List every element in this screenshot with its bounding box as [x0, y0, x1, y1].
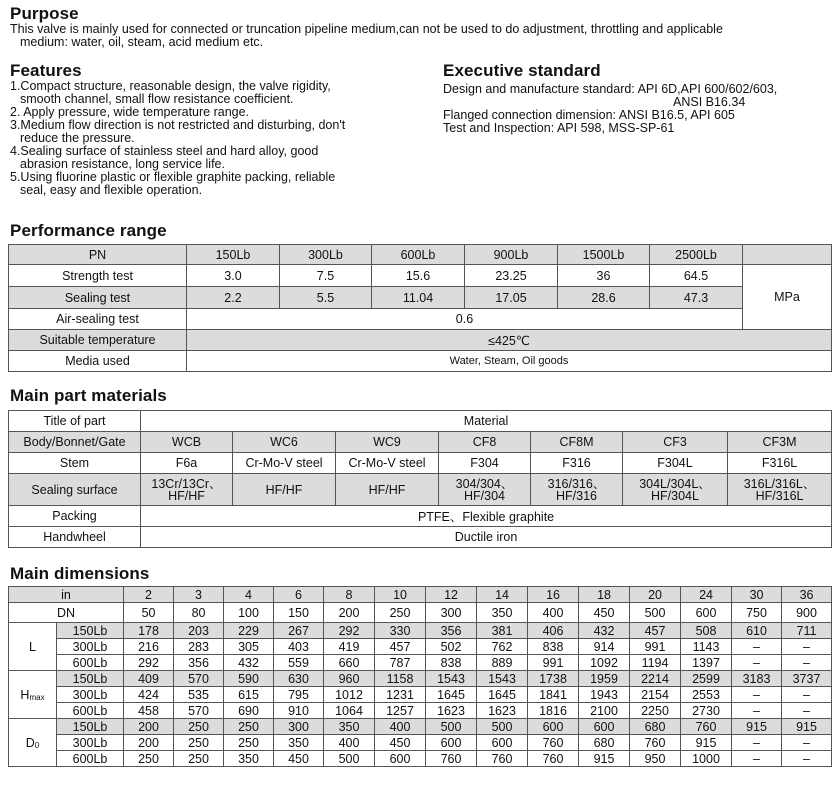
dim-value: 1397	[681, 655, 732, 671]
dim-value: 660	[324, 655, 375, 671]
dim-value: 1738	[528, 671, 579, 687]
feature-line: reduce the pressure.	[20, 131, 135, 145]
dim-value: 1645	[477, 687, 528, 703]
perf-class: 1500Lb	[558, 245, 650, 265]
dim-value: 760	[528, 735, 579, 751]
dim-value: 960	[324, 671, 375, 687]
mat-row-label: Stem	[9, 453, 141, 474]
dim-value: 1158	[375, 671, 426, 687]
dim-class: 600Lb	[57, 703, 124, 719]
mat-value: F316L	[728, 453, 832, 474]
dim-value: 762	[477, 639, 528, 655]
perf-pn-label: PN	[9, 245, 187, 265]
dim-value: 400	[324, 735, 375, 751]
standard-line: Test and Inspection: API 598, MSS-SP-61	[443, 121, 675, 135]
dim-value: –	[732, 687, 782, 703]
mat-value: Cr-Mo-V steel	[336, 453, 439, 474]
dim-value: 3183	[732, 671, 782, 687]
dim-data-row	[9, 623, 832, 639]
purpose-line: medium: water, oil, steam, acid medium etc.	[20, 35, 264, 49]
dim-value: 200	[124, 719, 174, 735]
dim-value: 1012	[324, 687, 375, 703]
dimensions-heading: Main dimensions	[10, 564, 150, 583]
dim-value: 2250	[630, 703, 681, 719]
dim-dn: 80	[174, 603, 224, 623]
dim-in: 30	[732, 587, 782, 603]
dim-value: 356	[426, 623, 477, 639]
perf-value: 23.25	[465, 265, 558, 287]
dim-value: –	[732, 703, 782, 719]
dim-value: 450	[375, 735, 426, 751]
dim-value: 1623	[426, 703, 477, 719]
dim-value: 950	[630, 751, 681, 767]
mat-value: F304	[439, 453, 531, 474]
dim-dn: 100	[224, 603, 274, 623]
dimensions-body	[9, 587, 832, 767]
mat-seal-value	[336, 474, 439, 506]
mat-seal-value	[531, 474, 623, 506]
perf-value: 7.5	[280, 265, 372, 287]
dim-dn: 500	[630, 603, 681, 623]
perf-class: 150Lb	[187, 245, 280, 265]
purpose-line: This valve is mainly used for connected or truncation pipeline medium,can not be used to do adjustment, throttling and applicable	[10, 22, 723, 36]
dim-value: 680	[579, 735, 630, 751]
mat-value: F304L	[623, 453, 728, 474]
mat-handwheel-value: Ductile iron	[141, 527, 832, 548]
dim-value: 200	[124, 735, 174, 751]
dim-in: 4	[224, 587, 274, 603]
features-heading: Features	[10, 61, 82, 80]
dim-class: 150Lb	[57, 623, 124, 639]
dim-value: 600	[426, 735, 477, 751]
dim-value: 600	[579, 719, 630, 735]
feature-line: seal, easy and flexible operation.	[20, 183, 203, 197]
dim-value: 838	[426, 655, 477, 671]
purpose-heading: Purpose	[10, 4, 79, 23]
dim-value: 610	[732, 623, 782, 639]
mat-seal-line: 304L/304L、	[639, 476, 711, 491]
dim-value: 406	[528, 623, 579, 639]
dim-group-symbol: D	[25, 735, 35, 750]
dim-value: 500	[426, 719, 477, 735]
mat-seal-line: HF/HF	[368, 482, 406, 497]
dim-value: –	[732, 751, 782, 767]
mat-seal-line: HF/304L	[651, 488, 699, 503]
dim-value: 1645	[426, 687, 477, 703]
dim-dn: 200	[324, 603, 375, 623]
mat-seal-value	[141, 474, 233, 506]
dim-value: 292	[324, 623, 375, 639]
mat-packing-row	[9, 506, 832, 527]
mat-seal-row	[9, 474, 832, 506]
mat-row-label: Handwheel	[9, 527, 141, 548]
feature-line: abrasion resistance, long service life.	[20, 157, 225, 171]
dim-value: 1231	[375, 687, 426, 703]
dim-value: 1623	[477, 703, 528, 719]
dim-value: 760	[477, 751, 528, 767]
perf-class: 600Lb	[372, 245, 465, 265]
dim-in-row	[9, 587, 832, 603]
dim-value: 570	[174, 703, 224, 719]
performance-heading: Performance range	[10, 221, 167, 240]
dim-data-row	[9, 735, 832, 751]
dim-value: –	[782, 655, 832, 671]
dim-in: 3	[174, 587, 224, 603]
feature-line: 3.Medium flow direction is not restricted and disturbing, don't	[10, 118, 346, 132]
dim-value: 630	[274, 671, 324, 687]
mat-row-label: Packing	[9, 506, 141, 527]
perf-value: 64.5	[650, 265, 743, 287]
mat-seal-value	[439, 474, 531, 506]
dim-value: 1064	[324, 703, 375, 719]
dim-data-row	[9, 719, 832, 735]
dim-value: 2100	[579, 703, 630, 719]
mat-body-row	[9, 432, 832, 453]
mat-value: CF3M	[728, 432, 832, 453]
dim-value: 500	[324, 751, 375, 767]
dim-value: 1194	[630, 655, 681, 671]
perf-class: 300Lb	[280, 245, 372, 265]
dim-value: –	[782, 751, 832, 767]
dim-value: 1841	[528, 687, 579, 703]
dim-in: 24	[681, 587, 732, 603]
dim-in: 6	[274, 587, 324, 603]
dim-value: 535	[174, 687, 224, 703]
dim-dn: 350	[477, 603, 528, 623]
dim-value: 300	[274, 719, 324, 735]
mat-seal-line: HF/HF	[265, 482, 303, 497]
mat-seal-value	[728, 474, 832, 506]
dim-value: 267	[274, 623, 324, 639]
perf-media-row	[9, 351, 832, 372]
mat-value: F6a	[141, 453, 233, 474]
dim-value: –	[782, 639, 832, 655]
materials-heading: Main part materials	[10, 386, 167, 405]
perf-air-row	[9, 309, 832, 330]
dim-value: 458	[124, 703, 174, 719]
dim-value: 1092	[579, 655, 630, 671]
dim-value: 457	[630, 623, 681, 639]
mat-row-label: Sealing surface	[9, 474, 141, 506]
perf-class: 900Lb	[465, 245, 558, 265]
dim-value: 432	[224, 655, 274, 671]
mat-title-label: Title of part	[9, 411, 141, 432]
perf-value: 5.5	[280, 287, 372, 309]
dim-class: 600Lb	[57, 751, 124, 767]
dim-value: 3737	[782, 671, 832, 687]
dim-dn: 750	[732, 603, 782, 623]
dim-dn: 600	[681, 603, 732, 623]
perf-strength-row	[9, 265, 832, 287]
dim-value: 305	[224, 639, 274, 655]
dim-value: 419	[324, 639, 375, 655]
dim-value: 915	[681, 735, 732, 751]
dim-value: 991	[528, 655, 579, 671]
dim-value: 590	[224, 671, 274, 687]
dim-dn: 400	[528, 603, 579, 623]
dim-group-label	[9, 623, 57, 671]
dim-value: –	[782, 703, 832, 719]
mat-handwheel-row	[9, 527, 832, 548]
feature-line: 2. Apply pressure, wide temperature range.	[10, 105, 250, 119]
dim-group-subscript: 0	[34, 740, 40, 750]
perf-row-label: Suitable temperature	[9, 330, 187, 351]
dim-class: 300Lb	[57, 639, 124, 655]
feature-line: smooth channel, small flow resistance coefficient.	[20, 92, 294, 106]
dim-value: 680	[630, 719, 681, 735]
perf-value: 3.0	[187, 265, 280, 287]
dim-group-label	[9, 671, 57, 719]
mat-value: CF8	[439, 432, 531, 453]
mat-packing-value: PTFE、Flexible graphite	[141, 506, 832, 527]
feature-line: 5.Using fluorine plastic or flexible graphite packing, reliable	[10, 170, 336, 184]
dim-value: 690	[224, 703, 274, 719]
dim-value: 400	[375, 719, 426, 735]
dim-data-row	[9, 751, 832, 767]
perf-value: 28.6	[558, 287, 650, 309]
dim-value: 1143	[681, 639, 732, 655]
dim-value: 457	[375, 639, 426, 655]
dim-in: 16	[528, 587, 579, 603]
dim-value: 760	[426, 751, 477, 767]
purpose-text	[10, 23, 723, 49]
dim-value: 424	[124, 687, 174, 703]
dim-value: 330	[375, 623, 426, 639]
performance-table	[8, 244, 832, 372]
dim-dn: 450	[579, 603, 630, 623]
dim-data-row	[9, 639, 832, 655]
mat-value: WCB	[141, 432, 233, 453]
dim-class: 600Lb	[57, 655, 124, 671]
dim-value: 915	[782, 719, 832, 735]
dim-in: 14	[477, 587, 528, 603]
perf-row-label: Sealing test	[9, 287, 187, 309]
dim-in: 10	[375, 587, 426, 603]
dim-value: 250	[124, 751, 174, 767]
dim-value: 2599	[681, 671, 732, 687]
perf-value: 2.2	[187, 287, 280, 309]
dim-value: 600	[528, 719, 579, 735]
dim-value: 350	[274, 735, 324, 751]
dim-value: 178	[124, 623, 174, 639]
perf-value: 17.05	[465, 287, 558, 309]
dim-value: 600	[477, 735, 528, 751]
dim-value: 2154	[630, 687, 681, 703]
perf-value: 36	[558, 265, 650, 287]
perf-class: 2500Lb	[650, 245, 743, 265]
dim-value: 403	[274, 639, 324, 655]
standard-heading: Executive standard	[443, 61, 601, 80]
dim-value: 250	[224, 735, 274, 751]
dim-value: 508	[681, 623, 732, 639]
dim-value: 600	[375, 751, 426, 767]
mat-value: Cr-Mo-V steel	[233, 453, 336, 474]
dim-dn: 50	[124, 603, 174, 623]
dim-in: 2	[124, 587, 174, 603]
dimensions-table	[8, 586, 832, 767]
perf-pn-row	[9, 245, 832, 265]
dim-dn-label: DN	[9, 603, 124, 623]
dim-value: 787	[375, 655, 426, 671]
perf-value: 47.3	[650, 287, 743, 309]
perf-row-label: Air-sealing test	[9, 309, 187, 330]
dim-value: 889	[477, 655, 528, 671]
dim-value: –	[782, 687, 832, 703]
mat-value: F316	[531, 453, 623, 474]
dim-class: 300Lb	[57, 735, 124, 751]
dim-value: 760	[681, 719, 732, 735]
standard-line: ANSI B16.34	[673, 95, 746, 109]
dim-data-row	[9, 687, 832, 703]
standard-line: Design and manufacture standard: API 6D,API 600/602/603,	[443, 82, 778, 96]
dim-in: 12	[426, 587, 477, 603]
dim-value: 711	[782, 623, 832, 639]
dim-data-row	[9, 671, 832, 687]
perf-value: 11.04	[372, 287, 465, 309]
dim-in: 36	[782, 587, 832, 603]
dim-group-subscript: max	[29, 692, 45, 702]
dim-value: 1543	[426, 671, 477, 687]
dim-in: 8	[324, 587, 375, 603]
dim-value: 250	[224, 719, 274, 735]
dim-value: 409	[124, 671, 174, 687]
dim-value: 350	[324, 719, 375, 735]
dim-in-label: in	[9, 587, 124, 603]
mat-seal-line: HF/316	[556, 488, 597, 503]
dim-value: 229	[224, 623, 274, 639]
standard-line: Flanged connection dimension: ANSI B16.5, API 605	[443, 108, 735, 122]
dim-value: –	[732, 639, 782, 655]
dim-value: 559	[274, 655, 324, 671]
mat-value: WC6	[233, 432, 336, 453]
dim-value: 2730	[681, 703, 732, 719]
perf-temp-value: ≤425℃	[187, 330, 832, 351]
perf-corner	[743, 245, 832, 265]
mat-row-label: Body/Bonnet/Gate	[9, 432, 141, 453]
dim-value: 2553	[681, 687, 732, 703]
dim-value: –	[782, 735, 832, 751]
dim-group-symbol: L	[29, 639, 36, 654]
mat-seal-line: 13Cr/13Cr、	[151, 476, 222, 491]
dim-data-row	[9, 703, 832, 719]
dim-value: 356	[174, 655, 224, 671]
dim-dn: 300	[426, 603, 477, 623]
dim-value: 502	[426, 639, 477, 655]
dim-value: 450	[274, 751, 324, 767]
perf-temp-row	[9, 330, 832, 351]
dim-dn-row	[9, 603, 832, 623]
dim-value: 203	[174, 623, 224, 639]
dim-dn: 150	[274, 603, 324, 623]
dim-value: 914	[579, 639, 630, 655]
dim-value: 350	[224, 751, 274, 767]
mat-stem-row	[9, 453, 832, 474]
dim-in: 18	[579, 587, 630, 603]
mat-seal-line: HF/304	[464, 488, 505, 503]
materials-table	[8, 410, 832, 548]
dim-value: 838	[528, 639, 579, 655]
dim-value: 1543	[477, 671, 528, 687]
features-list	[10, 80, 345, 197]
dim-value: 250	[174, 735, 224, 751]
dim-data-row	[9, 655, 832, 671]
mat-seal-line: 316/316、	[547, 476, 606, 491]
dim-value: 991	[630, 639, 681, 655]
dim-class: 150Lb	[57, 719, 124, 735]
feature-line: 4.Sealing surface of stainless steel and hard alloy, good	[10, 144, 319, 158]
dim-value: 292	[124, 655, 174, 671]
mat-title-row	[9, 411, 832, 432]
dim-in: 20	[630, 587, 681, 603]
mat-seal-line: 316L/316L、	[743, 476, 816, 491]
dim-value: 760	[630, 735, 681, 751]
dim-value: 1943	[579, 687, 630, 703]
dim-value: 915	[579, 751, 630, 767]
dim-class: 300Lb	[57, 687, 124, 703]
perf-row-label: Strength test	[9, 265, 187, 287]
dim-class: 150Lb	[57, 671, 124, 687]
dim-value: 570	[174, 671, 224, 687]
dim-value: 2214	[630, 671, 681, 687]
dim-value: 795	[274, 687, 324, 703]
dim-value: 1257	[375, 703, 426, 719]
dim-value: 500	[477, 719, 528, 735]
mat-seal-line: HF/316L	[755, 488, 804, 503]
mat-seal-value	[233, 474, 336, 506]
dim-value: 283	[174, 639, 224, 655]
standard-text	[443, 83, 777, 135]
perf-row-label: Media used	[9, 351, 187, 372]
mat-value: WC9	[336, 432, 439, 453]
mat-material-label: Material	[141, 411, 832, 432]
perf-media-value: Water, Steam, Oil goods	[187, 351, 832, 372]
dim-dn: 250	[375, 603, 426, 623]
mat-value: CF8M	[531, 432, 623, 453]
dim-value: 615	[224, 687, 274, 703]
dim-value: 1000	[681, 751, 732, 767]
perf-value: 15.6	[372, 265, 465, 287]
dim-value: –	[732, 655, 782, 671]
dim-value: 1816	[528, 703, 579, 719]
dim-value: 910	[274, 703, 324, 719]
mat-seal-line: 304/304、	[455, 476, 514, 491]
mat-seal-value	[623, 474, 728, 506]
dim-value: 432	[579, 623, 630, 639]
perf-air-value: 0.6	[187, 309, 743, 330]
perf-unit: MPa	[743, 265, 832, 330]
dim-value: 250	[174, 751, 224, 767]
dim-value: –	[732, 735, 782, 751]
perf-sealing-row	[9, 287, 832, 309]
dim-value: 1959	[579, 671, 630, 687]
dim-value: 760	[528, 751, 579, 767]
mat-seal-line: HF/HF	[168, 488, 205, 503]
dim-group-label	[9, 719, 57, 767]
dim-dn: 900	[782, 603, 832, 623]
dim-group-symbol: H	[20, 687, 30, 702]
dim-value: 915	[732, 719, 782, 735]
dim-value: 216	[124, 639, 174, 655]
mat-value: CF3	[623, 432, 728, 453]
feature-line: 1.Compact structure, reasonable design, the valve rigidity,	[10, 79, 331, 93]
dim-value: 250	[174, 719, 224, 735]
dim-value: 381	[477, 623, 528, 639]
